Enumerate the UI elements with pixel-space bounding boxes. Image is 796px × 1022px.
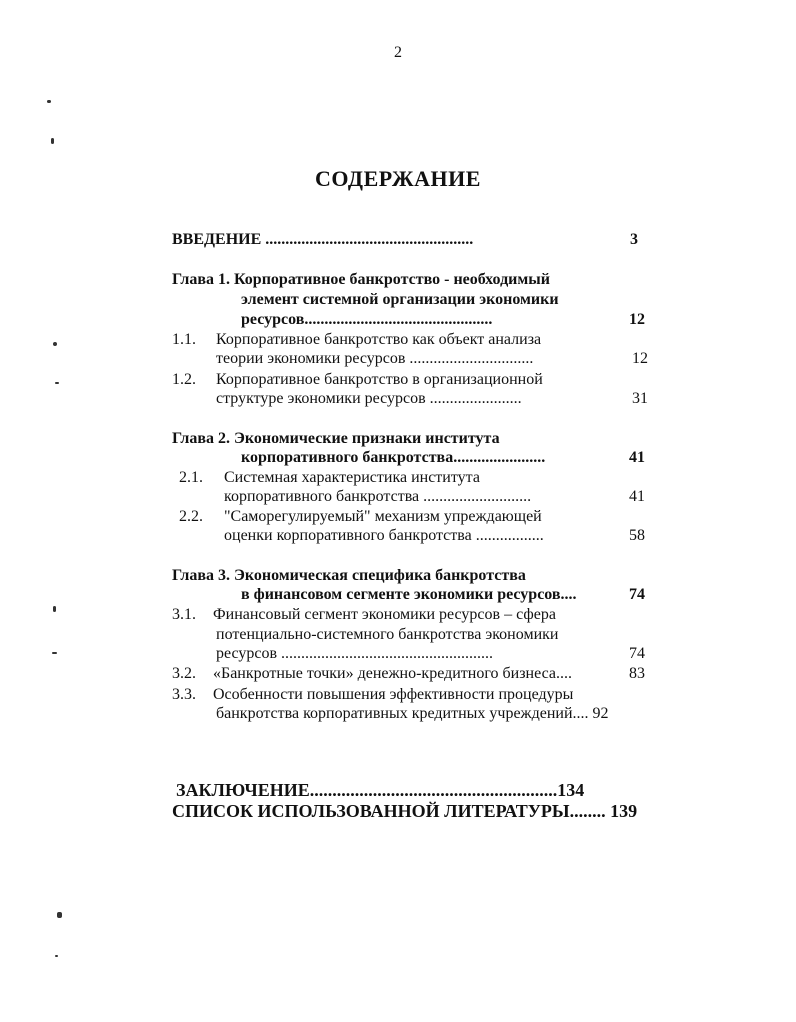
toc-section-page: 41 xyxy=(629,488,645,505)
toc-chapter2-page: 41 xyxy=(629,449,645,466)
scan-speck xyxy=(55,955,58,957)
toc-chapter1-line3: ресурсов............................................... xyxy=(241,311,493,328)
toc-conclusion: ЗАКЛЮЧЕНИЕ.......................................................134 xyxy=(176,780,585,800)
scan-speck xyxy=(51,138,54,144)
scan-speck xyxy=(55,382,59,384)
toc-section-line3: ресурсов ..................................................... xyxy=(216,645,494,662)
scan-speck xyxy=(52,652,57,654)
toc-chapter1-line1: Глава 1. Корпоративное банкротство - необходимый xyxy=(172,271,550,288)
toc-section-line2: банкротства корпоративных кредитных учреждений.... 92 xyxy=(216,705,609,722)
toc-section-number: 3.2. xyxy=(172,665,196,682)
toc-section-line2: потенциально-системного банкротства экономики xyxy=(216,626,559,643)
toc-section-line1: Системная характеристика института xyxy=(224,469,480,486)
toc-chapter1-page: 12 xyxy=(629,311,645,328)
toc-references: СПИСОК ИСПОЛЬЗОВАННОЙ ЛИТЕРАТУРЫ........ 139 xyxy=(172,801,638,821)
scan-speck xyxy=(57,912,62,918)
scan-speck xyxy=(53,342,57,346)
toc-intro-label: ВВЕДЕНИЕ .................................................... xyxy=(172,231,474,248)
toc-chapter3-page: 74 xyxy=(629,586,645,603)
toc-section-line1: Корпоративное банкротство как объект анализа xyxy=(216,331,542,348)
toc-section-number: 3.3. xyxy=(172,686,196,703)
toc-chapter1-line2: элемент системной организации экономики xyxy=(241,291,559,308)
toc-chapter2-line1: Глава 2. Экономические признаки института xyxy=(172,430,500,447)
page-title: СОДЕРЖАНИЕ xyxy=(315,166,481,191)
toc-section-line1: Финансовый сегмент экономики ресурсов – сфера xyxy=(213,606,556,623)
scan-speck xyxy=(53,606,56,612)
scan-speck xyxy=(47,100,51,103)
toc-chapter3-line1: Глава 3. Экономическая специфика банкротства xyxy=(172,567,526,584)
toc-section-number: 1.2. xyxy=(172,371,196,388)
toc-intro-page: 3 xyxy=(630,231,638,248)
toc-section-number: 1.1. xyxy=(172,331,196,348)
toc-section-line1: «Банкротные точки» денежно-кредитного бизнеса.... xyxy=(213,665,572,682)
toc-section-number: 2.2. xyxy=(179,508,203,525)
toc-section-line2: оценки корпоративного банкротства ................. xyxy=(224,527,544,544)
toc-chapter3-line2: в финансовом сегменте экономики ресурсов.... xyxy=(241,586,577,603)
toc-section-page: 58 xyxy=(629,527,645,544)
page-number: 2 xyxy=(394,44,402,61)
toc-section-number: 2.1. xyxy=(179,469,203,486)
toc-section-line1: "Саморегулируемый" механизм упреждающей xyxy=(224,508,542,525)
toc-section-number: 3.1. xyxy=(172,606,196,623)
toc-section-page: 31 xyxy=(632,390,648,407)
toc-section-page: 12 xyxy=(632,350,648,367)
toc-section-line2: теории экономики ресурсов ............................... xyxy=(216,350,534,367)
toc-section-line1: Корпоративное банкротство в организационной xyxy=(216,371,543,388)
toc-section-line2: структуре экономики ресурсов ....................... xyxy=(216,390,522,407)
toc-chapter2-line2: корпоративного банкротства....................... xyxy=(241,449,546,466)
toc-section-page: 83 xyxy=(629,665,645,682)
toc-section-line2: корпоративного банкротства ........................... xyxy=(224,488,532,505)
toc-section-line1: Особенности повышения эффективности процедуры xyxy=(213,686,574,703)
toc-section-page: 74 xyxy=(629,645,645,662)
